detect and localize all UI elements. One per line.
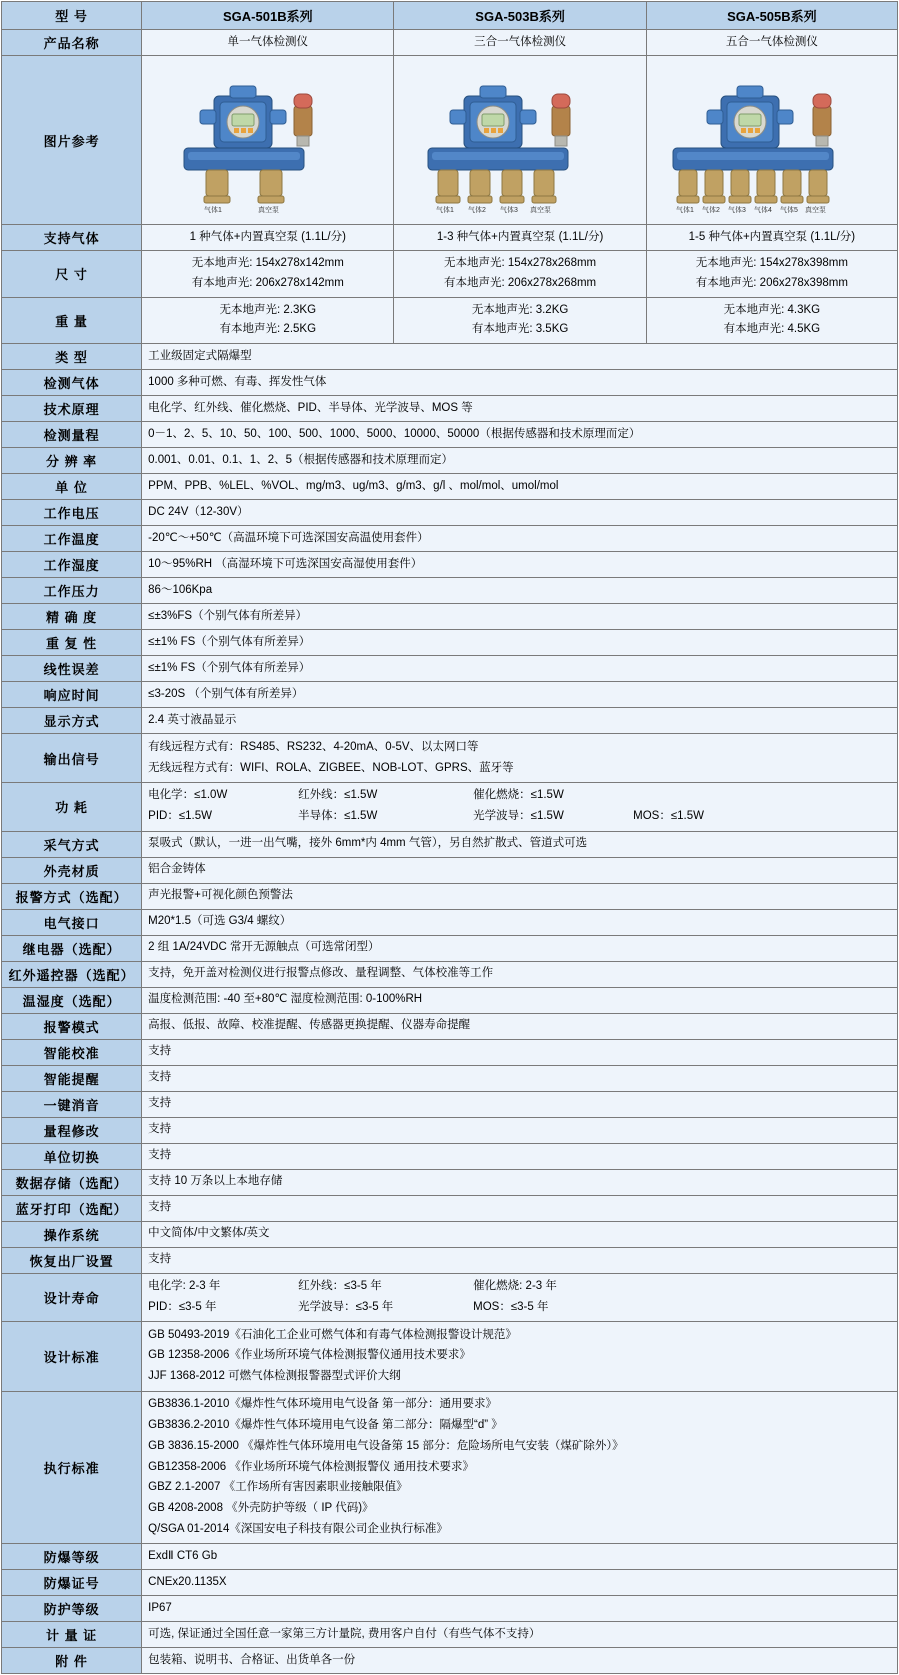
table-row-alarm-mode: [2, 1013, 898, 1039]
svg-text:真空泵: 真空泵: [804, 207, 826, 214]
ex-cert-no-value: CNEx20.1135X: [142, 1570, 898, 1596]
row-label-support-gas: 支持气体: [2, 225, 142, 251]
temp-humidity-option-value: 温度检测范围: -40 至+80℃ 湿度检测范围: 0-100%RH: [142, 987, 898, 1013]
table-row-temp-humidity-option: [2, 987, 898, 1013]
gas-detector-3-icon: [394, 60, 634, 220]
size-1-line2: 有本地声光: 206x278x142mm: [191, 276, 344, 289]
row-label-display: 显示方式: [2, 708, 142, 734]
table-row-size: [2, 251, 898, 298]
bluetooth-print-value: 支持: [142, 1195, 898, 1221]
row-label-alarm-mode: 报警模式: [2, 1013, 142, 1039]
table-row-output: [2, 734, 898, 783]
svg-text:气体3: 气体3: [500, 207, 519, 214]
design-standard-line1: GB 50493-2019《石油化工企业可燃气体和有毒气体检测报警设计规范》: [148, 1328, 517, 1341]
row-label-design-life: 设计寿命: [2, 1273, 142, 1322]
weight-2-line2: 有本地声光: 3.5KG: [471, 323, 569, 336]
table-row-weight: [2, 297, 898, 344]
gas-detector-1-icon: [142, 60, 372, 220]
design-standard-value: [142, 1322, 898, 1391]
size-2-line2: 有本地声光: 206x278x268mm: [444, 276, 597, 289]
table-row-os: [2, 1221, 898, 1247]
row-label-tech-principle: 技术原理: [2, 396, 142, 422]
table-row-design-life: [2, 1273, 898, 1322]
weight-3: [646, 297, 897, 344]
row-label-design-standard: 设计标准: [2, 1322, 142, 1391]
size-3-line1: 无本地声光: 154x278x398mm: [695, 257, 848, 269]
row-label-operating-system: 操作系统: [2, 1221, 142, 1247]
row-label-bluetooth-print: 蓝牙打印（选配）: [2, 1195, 142, 1221]
row-label-detect-gas: 检测气体: [2, 370, 142, 396]
design-standard-line2: GB 12358-2006《作业场所环境气体检测报警仪通用技术要求》: [148, 1349, 471, 1362]
product-name-1: 单一气体检测仪: [142, 30, 394, 56]
output-line2: 无线远程方式有：WIFI、ROLA、ZIGBEE、NOB-LOT、GPRS、蓝牙等: [148, 761, 514, 774]
product-name-2: 三合一气体检测仪: [394, 30, 646, 56]
voltage-value: DC 24V（12-30V）: [142, 500, 898, 526]
row-label-accessories: 附 件: [2, 1648, 142, 1674]
row-label-power: 功 耗: [2, 782, 142, 831]
smart-calibration-value: 支持: [142, 1039, 898, 1065]
table-row-power: [2, 782, 898, 831]
one-key-mute-value: 支持: [142, 1091, 898, 1117]
row-label-weight: 重 量: [2, 297, 142, 344]
life-echem: 电化学: 2-3 年: [148, 1280, 221, 1292]
power-line2: [148, 807, 891, 828]
alarm-mode-value: 高报、低报、故障、校准提醒、传感器更换提醒、仪器寿命提醒: [142, 1013, 898, 1039]
weight-3-line2: 有本地声光: 4.5KG: [723, 323, 821, 336]
table-row-tech-principle: [2, 396, 898, 422]
row-label-ex-cert-no: 防爆证号: [2, 1570, 142, 1596]
row-label-factory-reset: 恢复出厂设置: [2, 1247, 142, 1273]
table-row-sampling: [2, 831, 898, 857]
row-label-ip-grade: 防护等级: [2, 1596, 142, 1622]
row-label-ex-grade: 防爆等级: [2, 1544, 142, 1570]
svg-text:真空泵: 真空泵: [530, 207, 552, 214]
temp-value: -20℃～+50℃（高温环境下可选深国安高温使用套件）: [142, 526, 898, 552]
model-1: SGA-501B系列: [142, 2, 394, 30]
support-gas-2: 1-3 种气体+内置真空泵 (1.1L/分): [394, 225, 646, 251]
svg-text:气体1: 气体1: [675, 207, 694, 214]
svg-text:气体3: 气体3: [727, 207, 746, 214]
table-row-response: [2, 682, 898, 708]
operating-system-value: 中文简体/中文繁体/英文: [142, 1221, 898, 1247]
humidity-value: 10～95%RH （高湿环境下可选深国安高湿使用套件）: [142, 552, 898, 578]
table-row-alarm-way: [2, 883, 898, 909]
design-life-line2: [148, 1297, 891, 1318]
row-label-ir-remote: 红外遥控器（选配）: [2, 961, 142, 987]
row-label-repeatability: 重 复 性: [2, 630, 142, 656]
row-label-humidity: 工作湿度: [2, 552, 142, 578]
table-row-ex-cert: [2, 1570, 898, 1596]
device-image-3: [646, 56, 897, 225]
table-row-smart-remind: [2, 1065, 898, 1091]
exec-standard-line3: GB 3836.15-2000 《爆炸性气体环境用电气设备第 15 部分：危险场所电气安装（煤矿除外）》: [148, 1439, 624, 1452]
factory-reset-value: 支持: [142, 1247, 898, 1273]
row-label-electric-port: 电气接口: [2, 909, 142, 935]
support-gas-1: 1 种气体+内置真空泵 (1.1L/分): [142, 225, 394, 251]
table-row-image: [2, 56, 898, 225]
table-row-shell: [2, 857, 898, 883]
response-time-value: ≤3-20S （个别气体有所差异）: [142, 682, 898, 708]
size-1-line1: 无本地声光: 154x278x142mm: [191, 257, 344, 269]
table-row-data-storage: [2, 1169, 898, 1195]
accessories-value: 包装箱、说明书、合格证、出货单各一份: [142, 1648, 898, 1674]
svg-text:气体2: 气体2: [468, 207, 487, 214]
row-label-unit: 单 位: [2, 474, 142, 500]
row-label-one-key-mute: 一键消音: [2, 1091, 142, 1117]
linearity-value: ≤±1% FS（个别气体有所差异）: [142, 656, 898, 682]
life-optical: 光学波导：≤3-5 年: [298, 1300, 394, 1313]
row-label-temp-humidity-option: 温湿度（选配）: [2, 987, 142, 1013]
table-row-design-standard: [2, 1322, 898, 1391]
row-label-range: 检测量程: [2, 422, 142, 448]
row-label-voltage: 工作电压: [2, 500, 142, 526]
svg-text:真空泵: 真空泵: [258, 207, 280, 214]
category-value: 工业级固定式隔爆型: [142, 344, 898, 370]
exec-standard-value: [142, 1391, 898, 1544]
row-label-alarm-way: 报警方式（选配）: [2, 883, 142, 909]
table-row-range-modify: [2, 1117, 898, 1143]
unit-switch-value: 支持: [142, 1143, 898, 1169]
table-row-unit-switch: [2, 1143, 898, 1169]
row-label-data-storage: 数据存储（选配）: [2, 1169, 142, 1195]
row-label-accuracy: 精 确 度: [2, 604, 142, 630]
row-label-output: 输出信号: [2, 734, 142, 783]
svg-text:气体1: 气体1: [436, 207, 455, 214]
row-label-exec-standard: 执行标准: [2, 1391, 142, 1544]
table-row-model: [2, 2, 898, 30]
model-3: SGA-505B系列: [646, 2, 897, 30]
weight-1-line1: 无本地声光: 2.3KG: [219, 303, 317, 316]
table-row-ip-grade: [2, 1596, 898, 1622]
table-row-display: [2, 708, 898, 734]
table-row-category: [2, 344, 898, 370]
display-value: 2.4 英寸液晶显示: [142, 708, 898, 734]
weight-1-line2: 有本地声光: 2.5KG: [219, 323, 317, 336]
weight-2-line1: 无本地声光: 3.2KG: [471, 303, 569, 316]
row-label-response-time: 响应时间: [2, 682, 142, 708]
data-storage-value: 支持 10 万条以上本地存储: [142, 1169, 898, 1195]
size-3-line2: 有本地声光: 206x278x398mm: [695, 276, 848, 289]
exec-standard-line7: Q/SGA 01-2014《深国安电子科技有限公司企业执行标准》: [148, 1522, 448, 1535]
row-label-resolution: 分 辨 率: [2, 448, 142, 474]
table-row-range: [2, 422, 898, 448]
exec-standard-line2: GB3836.2-2010《爆炸性气体环境用电气设备 第二部分：隔爆型“d” 》: [148, 1418, 503, 1431]
exec-standard-line6: GB 4208-2008 《外壳防护等级（ IP 代码)》: [148, 1502, 374, 1515]
table-row-accessories: [2, 1648, 898, 1674]
row-label-pressure: 工作压力: [2, 578, 142, 604]
table-row-smart-cal: [2, 1039, 898, 1065]
life-catalytic: 催化燃烧: 2-3 年: [473, 1280, 557, 1292]
model-2: SGA-503B系列: [394, 2, 646, 30]
weight-1: [142, 297, 394, 344]
exec-standard-line4: GB12358-2006 《作业场所环境气体检测报警仪 通用技术要求》: [148, 1460, 475, 1473]
unit-value: PPM、PPB、%LEL、%VOL、mg/m3、ug/m3、g/m3、g/l 、mol/mol、umol/mol: [142, 474, 898, 500]
alarm-way-value: 声光报警+可视化颜色预警法: [142, 883, 898, 909]
exec-standard-line5: GBZ 2.1-2007 《工作场所有害因素职业接触限值》: [148, 1481, 408, 1494]
table-row-humidity: [2, 552, 898, 578]
detect-gas-value: 1000 多种可燃、有毒、挥发性气体: [142, 370, 898, 396]
row-label-unit-switch: 单位切换: [2, 1143, 142, 1169]
table-row-resolution: [2, 448, 898, 474]
table-row-unit: [2, 474, 898, 500]
spec-sheet: [0, 1, 899, 1674]
svg-text:气体2: 气体2: [701, 207, 720, 214]
power-value: [142, 782, 898, 831]
repeatability-value: ≤±1% FS（个别气体有所差异）: [142, 630, 898, 656]
row-label-model: 型 号: [2, 2, 142, 30]
metrology-cert-value: 可选, 保证通过全国任意一家第三方计量院, 费用客户自付（有些气体不支持）: [142, 1622, 898, 1648]
table-row-repeat: [2, 630, 898, 656]
table-row-accuracy: [2, 604, 898, 630]
table-row-detect-gas: [2, 370, 898, 396]
row-label-metrology-cert: 计 量 证: [2, 1622, 142, 1648]
range-modify-value: 支持: [142, 1117, 898, 1143]
table-row-linear: [2, 656, 898, 682]
weight-2: [394, 297, 646, 344]
table-row-remote: [2, 961, 898, 987]
support-gas-3: 1-5 种气体+内置真空泵 (1.1L/分): [646, 225, 897, 251]
resolution-value: 0.001、0.01、0.1、1、2、5（根据传感器和技术原理而定）: [142, 448, 898, 474]
device-image-2: [394, 56, 646, 225]
power-line1: [148, 786, 891, 807]
table-row-electric-port: [2, 909, 898, 935]
electric-port-value: M20*1.5（可选 G3/4 螺纹）: [142, 909, 898, 935]
table-row-one-key-mute: [2, 1091, 898, 1117]
design-standard-line3: JJF 1368-2012 可燃气体检测报警器型式评价大纲: [148, 1370, 401, 1383]
table-row-exec-standard: [2, 1391, 898, 1544]
power-echem: 电化学：≤1.0W: [148, 789, 228, 802]
smart-reminder-value: 支持: [142, 1065, 898, 1091]
power-catalytic: 催化燃烧：≤1.5W: [473, 789, 564, 802]
row-label-size: 尺 寸: [2, 251, 142, 298]
table-row-support-gas: [2, 225, 898, 251]
sampling-value: 泵吸式（默认，一进一出气嘴，接外 6mm*内 4mm 气管），另自然扩散式、管道式可选: [142, 831, 898, 857]
life-mos: MOS：≤3-5 年: [473, 1300, 549, 1313]
svg-text:气体4: 气体4: [753, 207, 772, 214]
exec-standard-line1: GB3836.1-2010《爆炸性气体环境用电气设备 第一部分：通用要求》: [148, 1398, 498, 1411]
device-image-1: [142, 56, 394, 225]
size-2: [394, 251, 646, 298]
weight-3-line1: 无本地声光: 4.3KG: [723, 303, 821, 316]
table-row-ex-grade: [2, 1544, 898, 1570]
ex-grade-value: ExdⅡ CT6 Gb: [142, 1544, 898, 1570]
row-label-product-name: 产品名称: [2, 30, 142, 56]
design-life-line1: [148, 1277, 891, 1298]
life-pid: PID：≤3-5 年: [148, 1300, 217, 1313]
row-label-category: 类 型: [2, 344, 142, 370]
row-label-smart-calibration: 智能校准: [2, 1039, 142, 1065]
row-label-sampling: 采气方式: [2, 831, 142, 857]
row-label-linearity: 线性误差: [2, 656, 142, 682]
size-3: [646, 251, 897, 298]
ip-grade-value: IP67: [142, 1596, 898, 1622]
gas-detector-5-icon: [647, 60, 891, 220]
power-mos: MOS：≤1.5W: [633, 810, 705, 823]
product-name-3: 五合一气体检测仪: [646, 30, 897, 56]
table-row-voltage: [2, 500, 898, 526]
table-row-pressure: [2, 578, 898, 604]
pressure-value: 86～106Kpa: [142, 578, 898, 604]
table-row-bluetooth-print: [2, 1195, 898, 1221]
table-row-relay: [2, 935, 898, 961]
table-row-factory-reset: [2, 1247, 898, 1273]
relay-value: 2 组 1A/24VDC 常开无源触点（可选常闭型）: [142, 935, 898, 961]
output-line1: 有线远程方式有：RS485、RS232、4-20mA、0-5V、以太网口等: [148, 740, 479, 753]
size-2-line1: 无本地声光: 154x278x268mm: [444, 257, 597, 269]
shell-material-value: 铝合金铸体: [142, 857, 898, 883]
row-label-image: 图片参考: [2, 56, 142, 225]
size-1: [142, 251, 394, 298]
power-semi: 半导体：≤1.5W: [298, 810, 378, 823]
power-pid: PID：≤1.5W: [148, 810, 212, 823]
life-ir: 红外线：≤3-5 年: [298, 1280, 382, 1292]
ir-remote-value: 支持，免开盖对检测仪进行报警点修改、量程调整、气体校准等工作: [142, 961, 898, 987]
row-label-range-modify: 量程修改: [2, 1117, 142, 1143]
svg-text:气体5: 气体5: [779, 207, 798, 214]
row-label-relay: 继电器（选配）: [2, 935, 142, 961]
row-label-shell-material: 外壳材质: [2, 857, 142, 883]
tech-principle-value: 电化学、红外线、催化燃烧、PID、半导体、光学波导、MOS 等: [142, 396, 898, 422]
row-label-temp: 工作温度: [2, 526, 142, 552]
range-value: 0－1、2、5、10、50、100、500、1000、5000、10000、50000（根据传感器和技术原理而定）: [142, 422, 898, 448]
power-ir: 红外线：≤1.5W: [298, 789, 378, 802]
power-optical: 光学波导：≤1.5W: [473, 810, 564, 823]
svg-text:气体1: 气体1: [204, 207, 223, 214]
accuracy-value: ≤±3%FS（个别气体有所差异）: [142, 604, 898, 630]
design-life-value: [142, 1273, 898, 1322]
table-row-temp: [2, 526, 898, 552]
spec-table: [1, 1, 898, 1674]
output-value: [142, 734, 898, 783]
table-row-product-name: [2, 30, 898, 56]
row-label-smart-reminder: 智能提醒: [2, 1065, 142, 1091]
table-row-metrology: [2, 1622, 898, 1648]
